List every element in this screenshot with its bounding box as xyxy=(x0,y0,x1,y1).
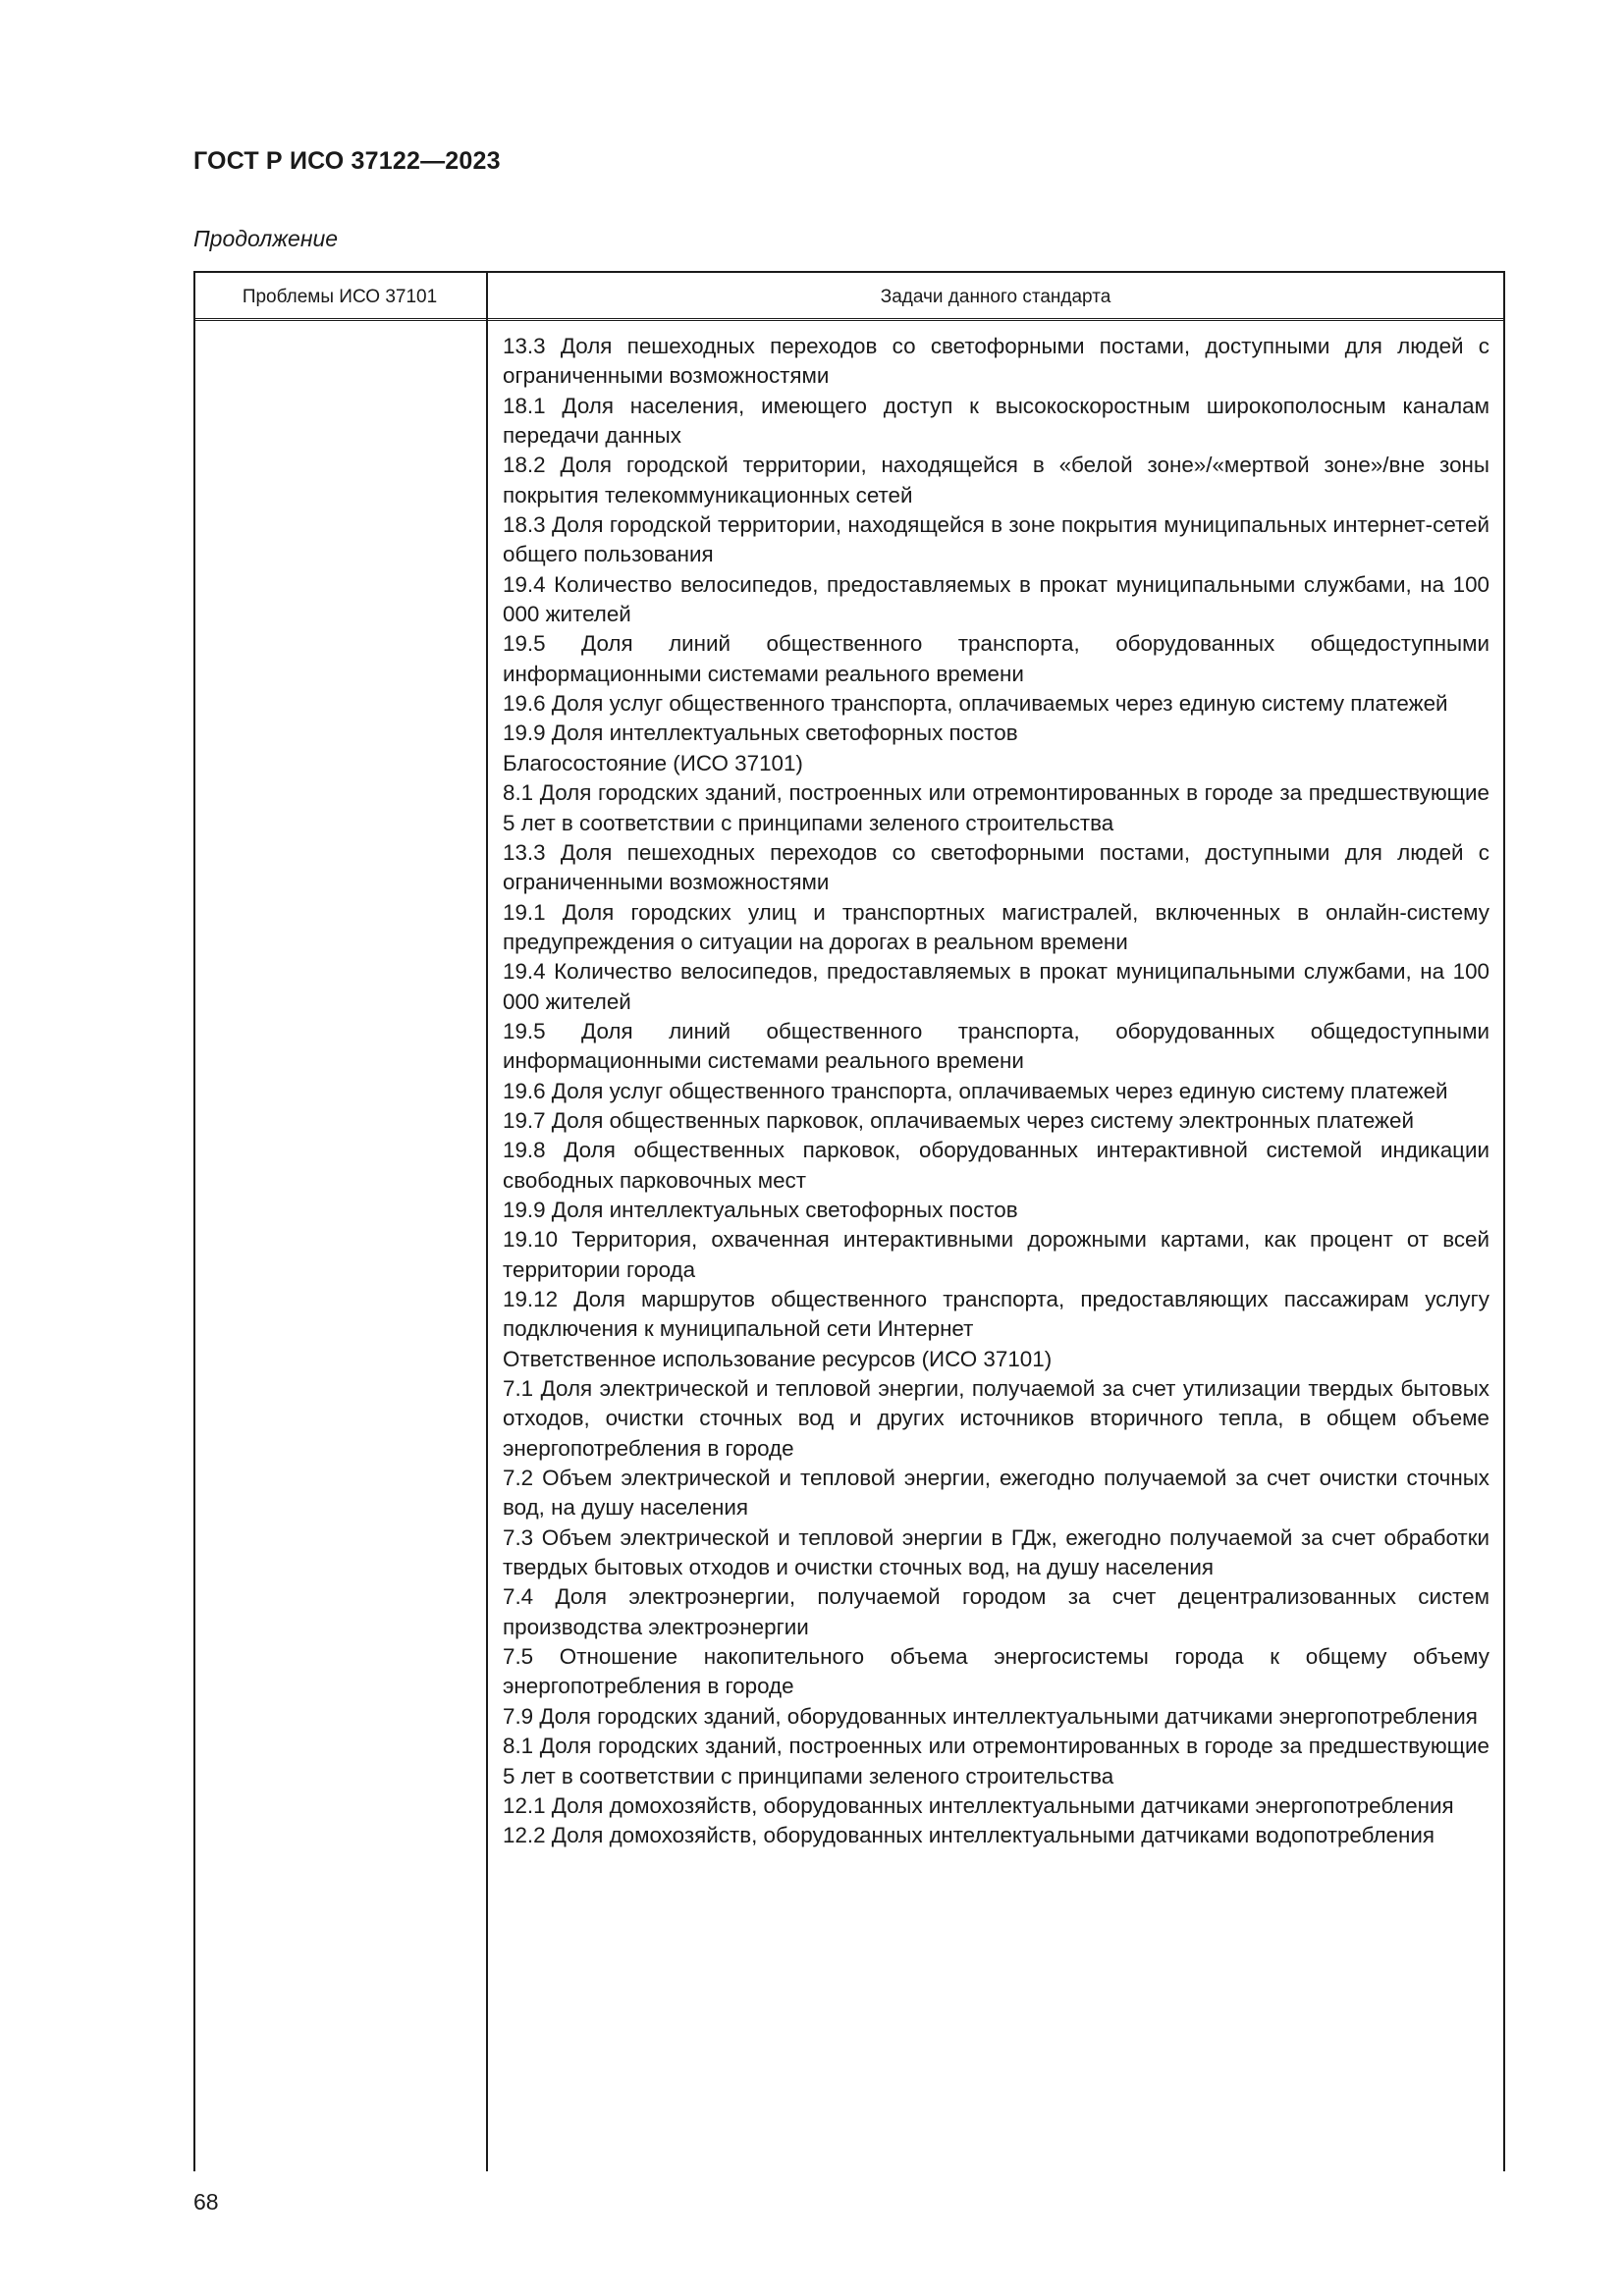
task-entry: 19.1 Доля городских улиц и транспортных магистралей, включенных в онлайн-систему предупреждения о ситуации на дорогах в реальном времени xyxy=(503,899,1489,954)
continuation-label: Продолжение xyxy=(193,226,339,251)
page-number: 68 xyxy=(193,2189,219,2215)
task-entry: 19.5 Доля линий общественного транспорта, оборудованных общедоступными информационными системами реального времени xyxy=(503,1018,1489,1074)
task-entry: 8.1 Доля городских зданий, построенных или отремонтированных в городе за предшествующие 5 лет в соответствии с принципами зеленого строительства xyxy=(503,1734,1489,1789)
header-standard-tasks: Задачи данного стандарта xyxy=(880,287,1111,307)
task-entry: 12.1 Доля домохозяйств, оборудованных интеллектуальными датчиками энергопотребления xyxy=(503,1792,1454,1818)
task-entry: 19.9 Доля интеллектуальных светофорных постов xyxy=(503,1197,1018,1222)
standards-table xyxy=(193,271,1505,2171)
header-divider xyxy=(193,318,1505,321)
table-border-left xyxy=(193,271,195,2171)
task-entry: 12.2 Доля домохозяйств, оборудованных интеллектуальными датчиками водопотребления xyxy=(503,1823,1435,1848)
task-entry: 7.2 Объем электрической и тепловой энергии, ежегодно получаемой за счет очистки сточных вод, на душу населения xyxy=(503,1466,1489,1521)
task-entry: 19.8 Доля общественных парковок, оборудованных интерактивной системой индикации свободных парковочных мест xyxy=(503,1138,1489,1193)
task-entry: 18.3 Доля городской территории, находящейся в зоне покрытия муниципальных интернет-сетей общего пользования xyxy=(503,512,1489,567)
table-header-row xyxy=(193,271,1505,322)
task-entry: 8.1 Доля городских зданий, построенных или отремонтированных в городе за предшествующие 5 лет в соответствии с принципами зеленого строительства xyxy=(503,780,1489,835)
task-entry: 19.6 Доля услуг общественного транспорта, оплачиваемых через единую систему платежей xyxy=(503,1078,1448,1103)
task-entry: 7.5 Отношение накопительного объема энергосистемы города к общему объему энергопотребления в городе xyxy=(503,1644,1489,1699)
table-column-divider xyxy=(486,271,488,2171)
task-entry: 19.9 Доля интеллектуальных светофорных постов xyxy=(503,721,1018,746)
tasks-cell xyxy=(503,332,1489,1851)
task-entry: 19.4 Количество велосипедов, предоставляемых в прокат муниципальными службами, на 100 000 жителей xyxy=(503,959,1489,1014)
task-entry: 7.4 Доля электроэнергии, получаемой городом за счет децентрализованных систем производства электроэнергии xyxy=(503,1584,1489,1639)
table-border-right xyxy=(1503,271,1505,2171)
task-entry: 13.3 Доля пешеходных переходов со светофорными постами, доступными для людей с ограниченными возможностями xyxy=(503,334,1489,389)
document-title: ГОСТ Р ИСО 37122—2023 xyxy=(193,147,501,175)
section-heading-resources: Ответственное использование ресурсов (ИСО 37101) xyxy=(503,1346,1053,1371)
task-entry: 18.2 Доля городской территории, находящейся в «белой зоне»/«мертвой зоне»/вне зоны покрытия телекоммуникационных сетей xyxy=(503,453,1489,507)
task-entry: 7.9 Доля городских зданий, оборудованных интеллектуальными датчиками энергопотребления xyxy=(503,1703,1478,1729)
header-iso37101-problems: Проблемы ИСО 37101 xyxy=(242,287,438,307)
task-entry: 19.4 Количество велосипедов, предоставляемых в прокат муниципальными службами, на 100 000 жителей xyxy=(503,571,1489,627)
task-entry: 13.3 Доля пешеходных переходов со светофорными постами, доступными для людей с ограниченными возможностями xyxy=(503,839,1489,895)
task-entry: 19.10 Территория, охваченная интерактивными дорожными картами, как процент от всей территории города xyxy=(503,1227,1489,1282)
task-entry: 7.1 Доля электрической и тепловой энергии, получаемой за счет утилизации твердых бытовых отходов, очистки сточных вод и других источников вторичного тепла, в общем объеме энергопотребления в городе xyxy=(503,1376,1489,1461)
task-entry: 19.12 Доля маршрутов общественного транспорта, предоставляющих пассажирам услугу подключения к муниципальной сети Интернет xyxy=(503,1287,1489,1342)
task-entry: 18.1 Доля населения, имеющего доступ к высокоскоростным широкополосным каналам передачи данных xyxy=(503,393,1489,449)
section-heading-wellbeing: Благосостояние (ИСО 37101) xyxy=(503,750,803,775)
task-entry: 7.3 Объем электрической и тепловой энергии в ГДж, ежегодно получаемой за счет обработки твердых бытовых отходов и очистки сточных вод, на душу населения xyxy=(503,1524,1489,1580)
task-entry: 19.5 Доля линий общественного транспорта, оборудованных общедоступными информационными системами реального времени xyxy=(503,631,1489,686)
task-entry: 19.7 Доля общественных парковок, оплачиваемых через систему электронных платежей xyxy=(503,1107,1414,1133)
task-entry: 19.6 Доля услуг общественного транспорта, оплачиваемых через единую систему платежей xyxy=(503,691,1448,717)
